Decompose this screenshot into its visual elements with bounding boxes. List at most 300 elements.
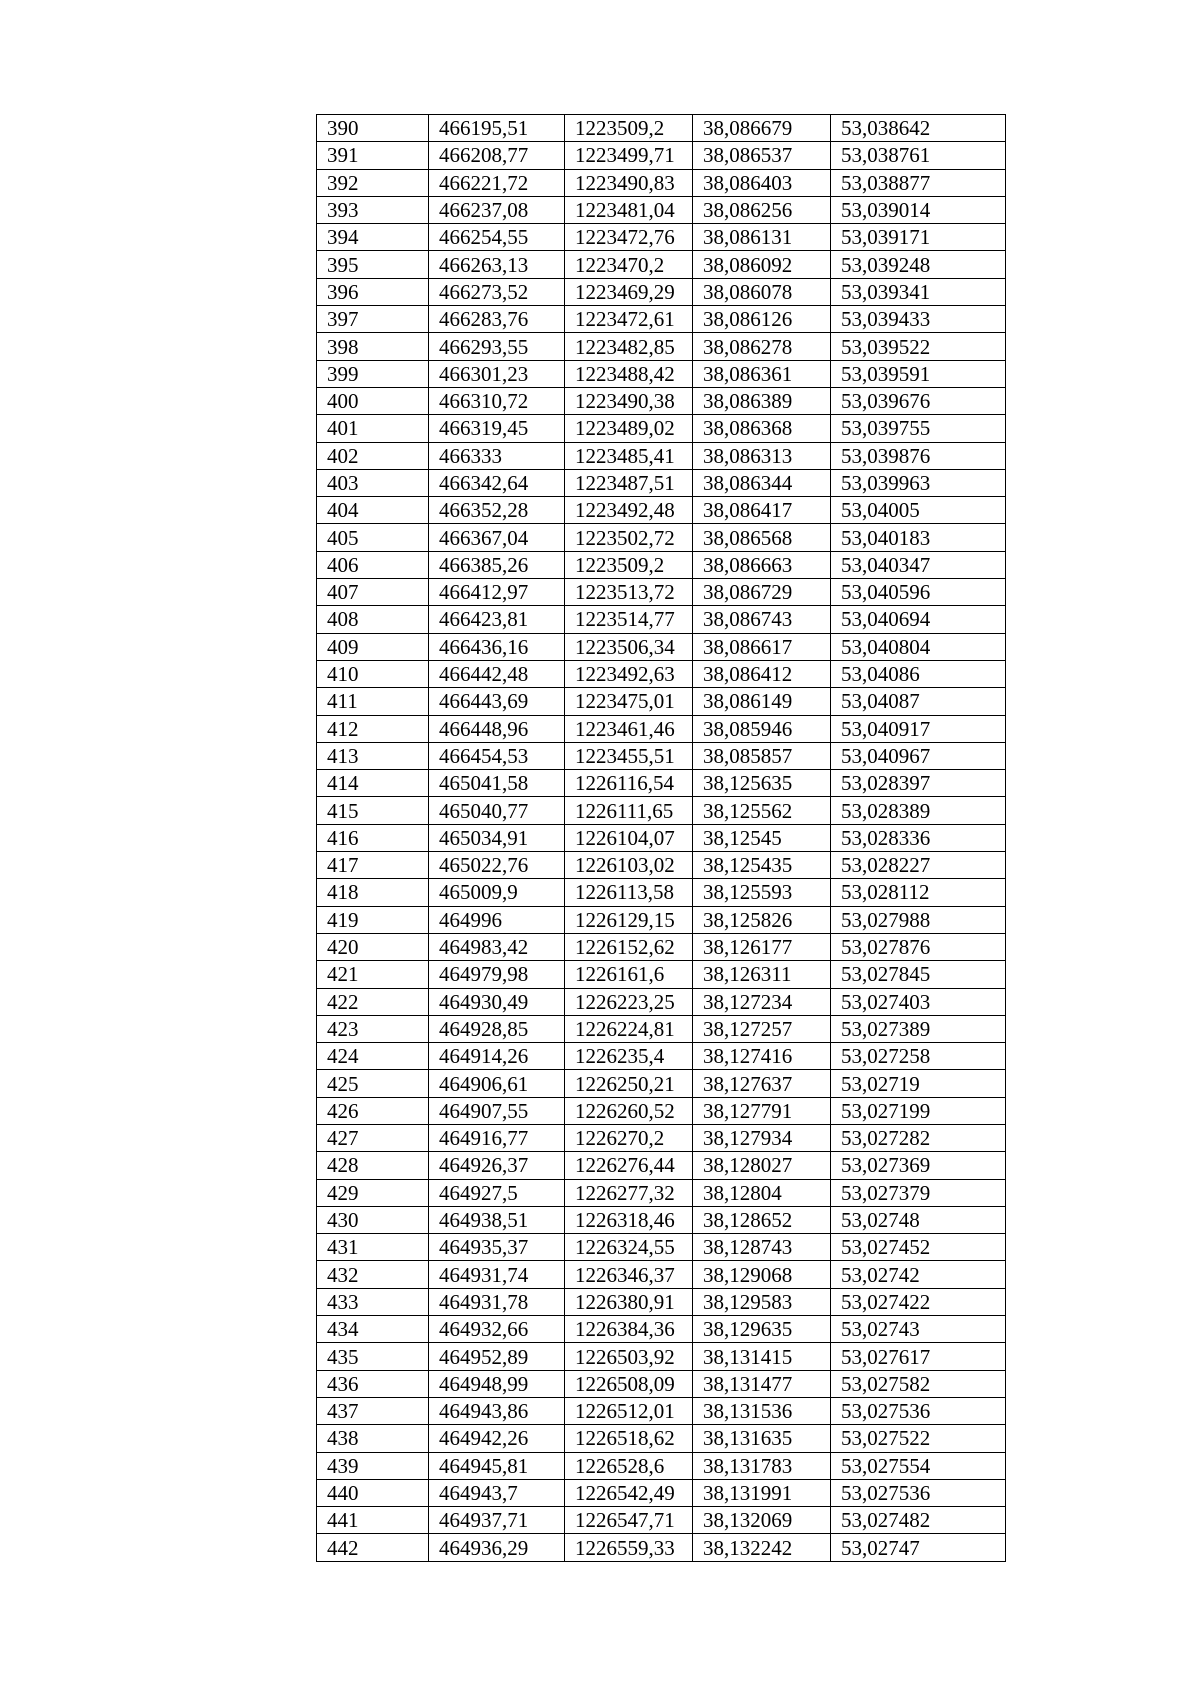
table-row xyxy=(317,633,1006,660)
table-row xyxy=(317,1206,1006,1233)
x-coordinate-cell: 464914,26 xyxy=(429,1043,565,1070)
longitude-cell: 38,131477 xyxy=(693,1370,831,1397)
x-coordinate-cell: 466273,52 xyxy=(429,278,565,305)
latitude-cell: 53,027845 xyxy=(831,961,1006,988)
table-row xyxy=(317,115,1006,142)
point-number-cell: 391 xyxy=(317,142,429,169)
latitude-cell: 53,039248 xyxy=(831,251,1006,278)
y-coordinate-cell: 1226547,71 xyxy=(565,1507,693,1534)
table-row xyxy=(317,251,1006,278)
table-row xyxy=(317,1043,1006,1070)
x-coordinate-cell: 465022,76 xyxy=(429,852,565,879)
x-coordinate-cell: 464906,61 xyxy=(429,1070,565,1097)
table-row xyxy=(317,278,1006,305)
latitude-cell: 53,027389 xyxy=(831,1015,1006,1042)
y-coordinate-cell: 1223461,46 xyxy=(565,715,693,742)
longitude-cell: 38,131783 xyxy=(693,1452,831,1479)
table-row xyxy=(317,142,1006,169)
point-number-cell: 416 xyxy=(317,824,429,851)
latitude-cell: 53,027988 xyxy=(831,906,1006,933)
table-row xyxy=(317,1015,1006,1042)
table-row xyxy=(317,1234,1006,1261)
coordinates-table xyxy=(316,114,1006,1562)
point-number-cell: 442 xyxy=(317,1534,429,1561)
x-coordinate-cell: 466423,81 xyxy=(429,606,565,633)
table-row xyxy=(317,852,1006,879)
x-coordinate-cell: 464932,66 xyxy=(429,1316,565,1343)
x-coordinate-cell: 466342,64 xyxy=(429,469,565,496)
table-row xyxy=(317,1343,1006,1370)
point-number-cell: 400 xyxy=(317,387,429,414)
x-coordinate-cell: 466352,28 xyxy=(429,497,565,524)
latitude-cell: 53,02742 xyxy=(831,1261,1006,1288)
x-coordinate-cell: 464937,71 xyxy=(429,1507,565,1534)
point-number-cell: 428 xyxy=(317,1152,429,1179)
longitude-cell: 38,128743 xyxy=(693,1234,831,1261)
longitude-cell: 38,086368 xyxy=(693,415,831,442)
point-number-cell: 412 xyxy=(317,715,429,742)
table-row xyxy=(317,196,1006,223)
longitude-cell: 38,086256 xyxy=(693,196,831,223)
latitude-cell: 53,039522 xyxy=(831,333,1006,360)
x-coordinate-cell: 464936,29 xyxy=(429,1534,565,1561)
table-row xyxy=(317,497,1006,524)
x-coordinate-cell: 464943,7 xyxy=(429,1479,565,1506)
latitude-cell: 53,027452 xyxy=(831,1234,1006,1261)
latitude-cell: 53,027536 xyxy=(831,1479,1006,1506)
latitude-cell: 53,040694 xyxy=(831,606,1006,633)
point-number-cell: 433 xyxy=(317,1288,429,1315)
latitude-cell: 53,028227 xyxy=(831,852,1006,879)
table-row xyxy=(317,469,1006,496)
point-number-cell: 394 xyxy=(317,224,429,251)
point-number-cell: 436 xyxy=(317,1370,429,1397)
point-number-cell: 398 xyxy=(317,333,429,360)
longitude-cell: 38,126311 xyxy=(693,961,831,988)
point-number-cell: 422 xyxy=(317,988,429,1015)
longitude-cell: 38,086663 xyxy=(693,551,831,578)
x-coordinate-cell: 466293,55 xyxy=(429,333,565,360)
longitude-cell: 38,131415 xyxy=(693,1343,831,1370)
x-coordinate-cell: 466310,72 xyxy=(429,387,565,414)
table-row xyxy=(317,551,1006,578)
latitude-cell: 53,04087 xyxy=(831,688,1006,715)
y-coordinate-cell: 1226103,02 xyxy=(565,852,693,879)
table-row xyxy=(317,1425,1006,1452)
longitude-cell: 38,129635 xyxy=(693,1316,831,1343)
point-number-cell: 414 xyxy=(317,770,429,797)
table-row xyxy=(317,1152,1006,1179)
y-coordinate-cell: 1226508,09 xyxy=(565,1370,693,1397)
x-coordinate-cell: 465040,77 xyxy=(429,797,565,824)
longitude-cell: 38,085857 xyxy=(693,742,831,769)
point-number-cell: 401 xyxy=(317,415,429,442)
latitude-cell: 53,027554 xyxy=(831,1452,1006,1479)
longitude-cell: 38,086417 xyxy=(693,497,831,524)
longitude-cell: 38,085946 xyxy=(693,715,831,742)
x-coordinate-cell: 464928,85 xyxy=(429,1015,565,1042)
x-coordinate-cell: 466301,23 xyxy=(429,360,565,387)
table-row xyxy=(317,988,1006,1015)
y-coordinate-cell: 1226116,54 xyxy=(565,770,693,797)
point-number-cell: 431 xyxy=(317,1234,429,1261)
y-coordinate-cell: 1226161,6 xyxy=(565,961,693,988)
y-coordinate-cell: 1226559,33 xyxy=(565,1534,693,1561)
longitude-cell: 38,127416 xyxy=(693,1043,831,1070)
x-coordinate-cell: 465041,58 xyxy=(429,770,565,797)
x-coordinate-cell: 464931,78 xyxy=(429,1288,565,1315)
table-row xyxy=(317,306,1006,333)
longitude-cell: 38,127934 xyxy=(693,1124,831,1151)
longitude-cell: 38,132242 xyxy=(693,1534,831,1561)
point-number-cell: 396 xyxy=(317,278,429,305)
point-number-cell: 405 xyxy=(317,524,429,551)
latitude-cell: 53,040596 xyxy=(831,579,1006,606)
longitude-cell: 38,129068 xyxy=(693,1261,831,1288)
latitude-cell: 53,027379 xyxy=(831,1179,1006,1206)
point-number-cell: 399 xyxy=(317,360,429,387)
point-number-cell: 423 xyxy=(317,1015,429,1042)
longitude-cell: 38,125826 xyxy=(693,906,831,933)
table-row xyxy=(317,524,1006,551)
y-coordinate-cell: 1226324,55 xyxy=(565,1234,693,1261)
point-number-cell: 427 xyxy=(317,1124,429,1151)
longitude-cell: 38,086537 xyxy=(693,142,831,169)
longitude-cell: 38,086344 xyxy=(693,469,831,496)
table-row xyxy=(317,169,1006,196)
y-coordinate-cell: 1226270,2 xyxy=(565,1124,693,1151)
latitude-cell: 53,027403 xyxy=(831,988,1006,1015)
longitude-cell: 38,127791 xyxy=(693,1097,831,1124)
table-row xyxy=(317,688,1006,715)
x-coordinate-cell: 466254,55 xyxy=(429,224,565,251)
x-coordinate-cell: 466443,69 xyxy=(429,688,565,715)
x-coordinate-cell: 466412,97 xyxy=(429,579,565,606)
x-coordinate-cell: 466333 xyxy=(429,442,565,469)
table-row xyxy=(317,1179,1006,1206)
x-coordinate-cell: 464926,37 xyxy=(429,1152,565,1179)
x-coordinate-cell: 464907,55 xyxy=(429,1097,565,1124)
y-coordinate-cell: 1226152,62 xyxy=(565,933,693,960)
longitude-cell: 38,086313 xyxy=(693,442,831,469)
point-number-cell: 410 xyxy=(317,660,429,687)
point-number-cell: 429 xyxy=(317,1179,429,1206)
y-coordinate-cell: 1223490,38 xyxy=(565,387,693,414)
point-number-cell: 439 xyxy=(317,1452,429,1479)
latitude-cell: 53,040347 xyxy=(831,551,1006,578)
latitude-cell: 53,027258 xyxy=(831,1043,1006,1070)
point-number-cell: 402 xyxy=(317,442,429,469)
table-row xyxy=(317,715,1006,742)
latitude-cell: 53,038877 xyxy=(831,169,1006,196)
table-row xyxy=(317,415,1006,442)
table-row xyxy=(317,1370,1006,1397)
y-coordinate-cell: 1223482,85 xyxy=(565,333,693,360)
table-row xyxy=(317,360,1006,387)
x-coordinate-cell: 466283,76 xyxy=(429,306,565,333)
longitude-cell: 38,125593 xyxy=(693,879,831,906)
x-coordinate-cell: 464930,49 xyxy=(429,988,565,1015)
table-row xyxy=(317,770,1006,797)
longitude-cell: 38,125635 xyxy=(693,770,831,797)
point-number-cell: 397 xyxy=(317,306,429,333)
point-number-cell: 415 xyxy=(317,797,429,824)
longitude-cell: 38,086278 xyxy=(693,333,831,360)
longitude-cell: 38,127257 xyxy=(693,1015,831,1042)
y-coordinate-cell: 1223472,76 xyxy=(565,224,693,251)
latitude-cell: 53,039963 xyxy=(831,469,1006,496)
point-number-cell: 390 xyxy=(317,115,429,142)
point-number-cell: 406 xyxy=(317,551,429,578)
longitude-cell: 38,128652 xyxy=(693,1206,831,1233)
x-coordinate-cell: 464931,74 xyxy=(429,1261,565,1288)
latitude-cell: 53,027522 xyxy=(831,1425,1006,1452)
y-coordinate-cell: 1223499,71 xyxy=(565,142,693,169)
longitude-cell: 38,086092 xyxy=(693,251,831,278)
table-row xyxy=(317,579,1006,606)
latitude-cell: 53,038761 xyxy=(831,142,1006,169)
latitude-cell: 53,02719 xyxy=(831,1070,1006,1097)
latitude-cell: 53,027582 xyxy=(831,1370,1006,1397)
y-coordinate-cell: 1226503,92 xyxy=(565,1343,693,1370)
longitude-cell: 38,086403 xyxy=(693,169,831,196)
longitude-cell: 38,12545 xyxy=(693,824,831,851)
point-number-cell: 438 xyxy=(317,1425,429,1452)
longitude-cell: 38,086361 xyxy=(693,360,831,387)
y-coordinate-cell: 1223469,29 xyxy=(565,278,693,305)
latitude-cell: 53,027536 xyxy=(831,1397,1006,1424)
longitude-cell: 38,086131 xyxy=(693,224,831,251)
latitude-cell: 53,028112 xyxy=(831,879,1006,906)
latitude-cell: 53,039755 xyxy=(831,415,1006,442)
point-number-cell: 411 xyxy=(317,688,429,715)
longitude-cell: 38,086729 xyxy=(693,579,831,606)
table-row xyxy=(317,933,1006,960)
x-coordinate-cell: 466436,16 xyxy=(429,633,565,660)
x-coordinate-cell: 464943,86 xyxy=(429,1397,565,1424)
table-row xyxy=(317,1534,1006,1561)
point-number-cell: 424 xyxy=(317,1043,429,1070)
table-row xyxy=(317,387,1006,414)
point-number-cell: 407 xyxy=(317,579,429,606)
table-row xyxy=(317,1452,1006,1479)
point-number-cell: 441 xyxy=(317,1507,429,1534)
y-coordinate-cell: 1223470,2 xyxy=(565,251,693,278)
longitude-cell: 38,132069 xyxy=(693,1507,831,1534)
point-number-cell: 420 xyxy=(317,933,429,960)
point-number-cell: 430 xyxy=(317,1206,429,1233)
longitude-cell: 38,086389 xyxy=(693,387,831,414)
longitude-cell: 38,127637 xyxy=(693,1070,831,1097)
y-coordinate-cell: 1226518,62 xyxy=(565,1425,693,1452)
latitude-cell: 53,027199 xyxy=(831,1097,1006,1124)
latitude-cell: 53,02743 xyxy=(831,1316,1006,1343)
x-coordinate-cell: 466367,04 xyxy=(429,524,565,551)
latitude-cell: 53,02747 xyxy=(831,1534,1006,1561)
latitude-cell: 53,027369 xyxy=(831,1152,1006,1179)
table-row xyxy=(317,333,1006,360)
x-coordinate-cell: 466442,48 xyxy=(429,660,565,687)
y-coordinate-cell: 1226542,49 xyxy=(565,1479,693,1506)
y-coordinate-cell: 1226111,65 xyxy=(565,797,693,824)
longitude-cell: 38,086568 xyxy=(693,524,831,551)
x-coordinate-cell: 464935,37 xyxy=(429,1234,565,1261)
longitude-cell: 38,129583 xyxy=(693,1288,831,1315)
x-coordinate-cell: 466221,72 xyxy=(429,169,565,196)
y-coordinate-cell: 1223488,42 xyxy=(565,360,693,387)
y-coordinate-cell: 1223485,41 xyxy=(565,442,693,469)
point-number-cell: 395 xyxy=(317,251,429,278)
latitude-cell: 53,040183 xyxy=(831,524,1006,551)
table-row xyxy=(317,1070,1006,1097)
y-coordinate-cell: 1226512,01 xyxy=(565,1397,693,1424)
x-coordinate-cell: 464979,98 xyxy=(429,961,565,988)
table-row xyxy=(317,1124,1006,1151)
latitude-cell: 53,039676 xyxy=(831,387,1006,414)
table-row xyxy=(317,742,1006,769)
latitude-cell: 53,040917 xyxy=(831,715,1006,742)
point-number-cell: 425 xyxy=(317,1070,429,1097)
latitude-cell: 53,039433 xyxy=(831,306,1006,333)
point-number-cell: 403 xyxy=(317,469,429,496)
table-row xyxy=(317,1097,1006,1124)
longitude-cell: 38,086126 xyxy=(693,306,831,333)
x-coordinate-cell: 464948,99 xyxy=(429,1370,565,1397)
longitude-cell: 38,126177 xyxy=(693,933,831,960)
longitude-cell: 38,086679 xyxy=(693,115,831,142)
latitude-cell: 53,040967 xyxy=(831,742,1006,769)
y-coordinate-cell: 1223489,02 xyxy=(565,415,693,442)
y-coordinate-cell: 1226104,07 xyxy=(565,824,693,851)
latitude-cell: 53,027876 xyxy=(831,933,1006,960)
latitude-cell: 53,028389 xyxy=(831,797,1006,824)
latitude-cell: 53,039341 xyxy=(831,278,1006,305)
longitude-cell: 38,086149 xyxy=(693,688,831,715)
x-coordinate-cell: 466237,08 xyxy=(429,196,565,223)
latitude-cell: 53,027617 xyxy=(831,1343,1006,1370)
y-coordinate-cell: 1226318,46 xyxy=(565,1206,693,1233)
y-coordinate-cell: 1223509,2 xyxy=(565,115,693,142)
y-coordinate-cell: 1223506,34 xyxy=(565,633,693,660)
point-number-cell: 409 xyxy=(317,633,429,660)
latitude-cell: 53,027282 xyxy=(831,1124,1006,1151)
table-row xyxy=(317,1261,1006,1288)
latitude-cell: 53,028336 xyxy=(831,824,1006,851)
y-coordinate-cell: 1226346,37 xyxy=(565,1261,693,1288)
latitude-cell: 53,04005 xyxy=(831,497,1006,524)
latitude-cell: 53,038642 xyxy=(831,115,1006,142)
y-coordinate-cell: 1226223,25 xyxy=(565,988,693,1015)
table-row xyxy=(317,1316,1006,1343)
y-coordinate-cell: 1223455,51 xyxy=(565,742,693,769)
latitude-cell: 53,039014 xyxy=(831,196,1006,223)
point-number-cell: 435 xyxy=(317,1343,429,1370)
x-coordinate-cell: 466319,45 xyxy=(429,415,565,442)
point-number-cell: 413 xyxy=(317,742,429,769)
point-number-cell: 393 xyxy=(317,196,429,223)
table-row xyxy=(317,442,1006,469)
table-row xyxy=(317,1479,1006,1506)
point-number-cell: 432 xyxy=(317,1261,429,1288)
table-row xyxy=(317,824,1006,851)
x-coordinate-cell: 466195,51 xyxy=(429,115,565,142)
point-number-cell: 426 xyxy=(317,1097,429,1124)
latitude-cell: 53,039876 xyxy=(831,442,1006,469)
latitude-cell: 53,02748 xyxy=(831,1206,1006,1233)
point-number-cell: 418 xyxy=(317,879,429,906)
longitude-cell: 38,131991 xyxy=(693,1479,831,1506)
coordinates-table-body xyxy=(317,115,1006,1562)
table-row xyxy=(317,879,1006,906)
y-coordinate-cell: 1226277,32 xyxy=(565,1179,693,1206)
x-coordinate-cell: 466263,13 xyxy=(429,251,565,278)
y-coordinate-cell: 1223514,77 xyxy=(565,606,693,633)
table-row xyxy=(317,961,1006,988)
y-coordinate-cell: 1226224,81 xyxy=(565,1015,693,1042)
longitude-cell: 38,125562 xyxy=(693,797,831,824)
longitude-cell: 38,12804 xyxy=(693,1179,831,1206)
y-coordinate-cell: 1223492,63 xyxy=(565,660,693,687)
point-number-cell: 437 xyxy=(317,1397,429,1424)
longitude-cell: 38,128027 xyxy=(693,1152,831,1179)
longitude-cell: 38,086078 xyxy=(693,278,831,305)
longitude-cell: 38,086412 xyxy=(693,660,831,687)
x-coordinate-cell: 464916,77 xyxy=(429,1124,565,1151)
point-number-cell: 392 xyxy=(317,169,429,196)
table-row xyxy=(317,1507,1006,1534)
latitude-cell: 53,039591 xyxy=(831,360,1006,387)
x-coordinate-cell: 464942,26 xyxy=(429,1425,565,1452)
y-coordinate-cell: 1226250,21 xyxy=(565,1070,693,1097)
x-coordinate-cell: 464996 xyxy=(429,906,565,933)
y-coordinate-cell: 1223490,83 xyxy=(565,169,693,196)
point-number-cell: 440 xyxy=(317,1479,429,1506)
y-coordinate-cell: 1223475,01 xyxy=(565,688,693,715)
table-row xyxy=(317,660,1006,687)
y-coordinate-cell: 1226276,44 xyxy=(565,1152,693,1179)
point-number-cell: 404 xyxy=(317,497,429,524)
y-coordinate-cell: 1226528,6 xyxy=(565,1452,693,1479)
y-coordinate-cell: 1226384,36 xyxy=(565,1316,693,1343)
y-coordinate-cell: 1223487,51 xyxy=(565,469,693,496)
y-coordinate-cell: 1223513,72 xyxy=(565,579,693,606)
x-coordinate-cell: 464945,81 xyxy=(429,1452,565,1479)
longitude-cell: 38,131536 xyxy=(693,1397,831,1424)
x-coordinate-cell: 466385,26 xyxy=(429,551,565,578)
longitude-cell: 38,125435 xyxy=(693,852,831,879)
point-number-cell: 434 xyxy=(317,1316,429,1343)
y-coordinate-cell: 1226113,58 xyxy=(565,879,693,906)
y-coordinate-cell: 1223492,48 xyxy=(565,497,693,524)
y-coordinate-cell: 1223472,61 xyxy=(565,306,693,333)
point-number-cell: 408 xyxy=(317,606,429,633)
latitude-cell: 53,027482 xyxy=(831,1507,1006,1534)
point-number-cell: 417 xyxy=(317,852,429,879)
x-coordinate-cell: 466208,77 xyxy=(429,142,565,169)
y-coordinate-cell: 1226380,91 xyxy=(565,1288,693,1315)
latitude-cell: 53,027422 xyxy=(831,1288,1006,1315)
longitude-cell: 38,127234 xyxy=(693,988,831,1015)
y-coordinate-cell: 1226260,52 xyxy=(565,1097,693,1124)
x-coordinate-cell: 466448,96 xyxy=(429,715,565,742)
point-number-cell: 419 xyxy=(317,906,429,933)
x-coordinate-cell: 464938,51 xyxy=(429,1206,565,1233)
x-coordinate-cell: 466454,53 xyxy=(429,742,565,769)
x-coordinate-cell: 464952,89 xyxy=(429,1343,565,1370)
y-coordinate-cell: 1226129,15 xyxy=(565,906,693,933)
longitude-cell: 38,086617 xyxy=(693,633,831,660)
table-row xyxy=(317,797,1006,824)
